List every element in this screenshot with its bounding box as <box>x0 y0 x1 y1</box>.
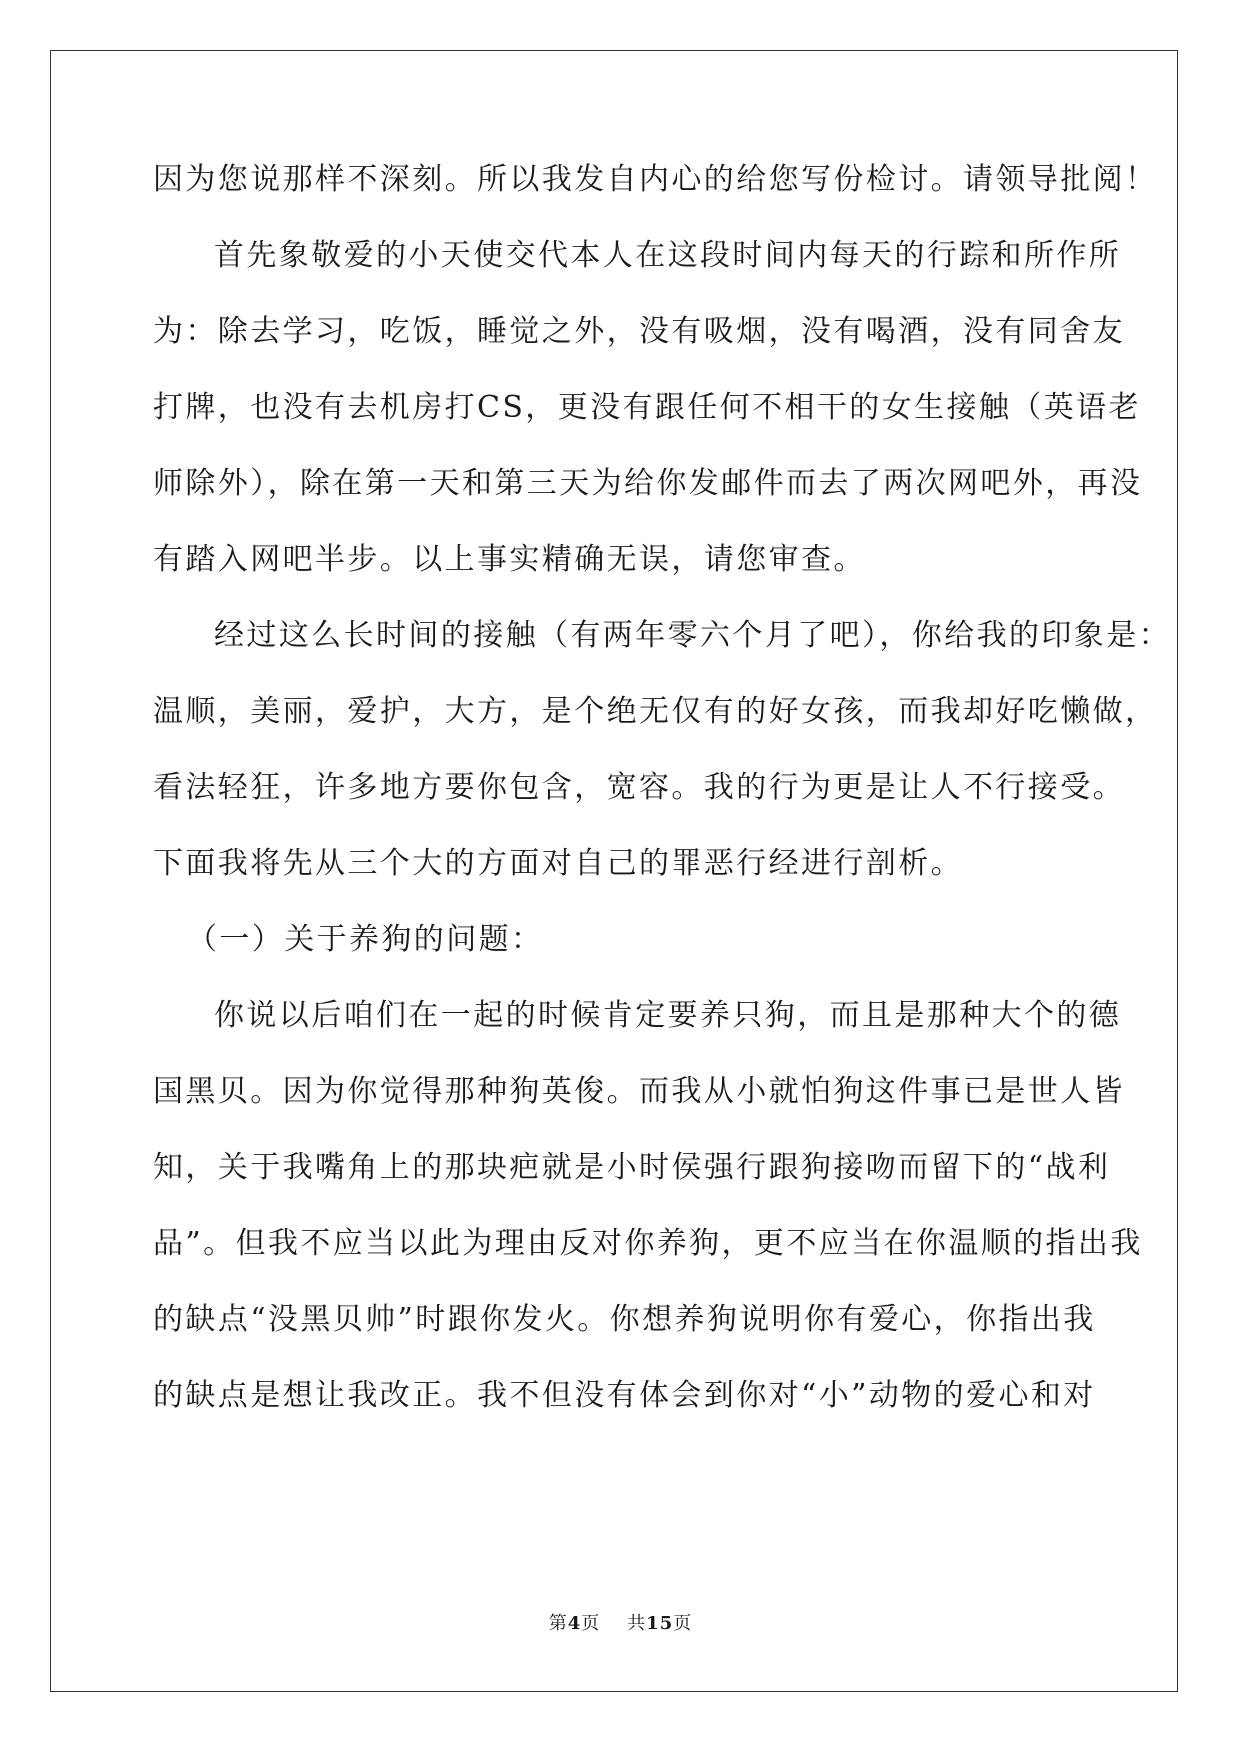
footer-prefix: 第 <box>548 1613 568 1634</box>
page-footer <box>0 1612 1241 1636</box>
paragraph-start-line: 你说以后咱们在一起的时候肯定要养只狗，而且是那种大个的德 <box>214 998 1122 1033</box>
text-line: 因为您说那样不深刻。所以我发自内心的给您写份检讨。请领导批阅！ <box>153 162 1158 197</box>
text-line: 的缺点“没黑贝帅”时跟你发火。你想养狗说明你有爱心，你指出我 <box>153 1302 1096 1337</box>
text-line: 知，关于我嘴角上的那块疤就是小时侯强行跟狗接吻而留下的“战利 <box>153 1150 1111 1185</box>
section-heading: （一）关于养狗的问题： <box>187 922 544 957</box>
current-page-number: 4 <box>567 1613 582 1634</box>
text-line: 师除外），除在第一天和第三天为给你发邮件而去了两次网吧外，再没 <box>153 466 1143 501</box>
text-line: 看法轻狂，许多地方要你包含，宽容。我的行为更是让人不行接受。 <box>153 770 1125 805</box>
paragraph-start-line: 首先象敬爱的小天使交代本人在这段时间内每天的行踪和所作所 <box>214 238 1122 273</box>
text-line: 为：除去学习，吃饭，睡觉之外，没有吸烟，没有喝酒，没有同舍友 <box>153 314 1125 349</box>
text-line: 下面我将先从三个大的方面对自己的罪恶行经进行剖析。 <box>153 846 963 881</box>
paragraph-start-line: 经过这么长时间的接触（有两年零六个月了吧），你给我的印象是： <box>214 618 1171 653</box>
total-page-count: 15 <box>646 1613 674 1634</box>
text-line: 国黑贝。因为你觉得那种狗英俊。而我从小就怕狗这件事已是世人皆 <box>153 1074 1125 1109</box>
footer-total-suffix: 页 <box>673 1613 693 1634</box>
text-line: 打牌，也没有去机房打CS，更没有跟任何不相干的女生接触（英语老 <box>153 390 1141 425</box>
text-line: 有踏入网吧半步。以上事实精确无误，请您审查。 <box>153 542 866 577</box>
text-line: 温顺，美丽，爱护，大方，是个绝无仅有的好女孩，而我却好吃懒做， <box>153 694 1158 729</box>
footer-total-prefix: 共 <box>627 1613 647 1634</box>
footer-page-suffix: 页 <box>581 1613 601 1634</box>
text-line: 的缺点是想让我改正。我不但没有体会到你对“小”动物的爱心和对 <box>153 1378 1096 1413</box>
text-line: 品”。但我不应当以此为理由反对你养狗，更不应当在你温顺的指出我 <box>153 1226 1143 1261</box>
